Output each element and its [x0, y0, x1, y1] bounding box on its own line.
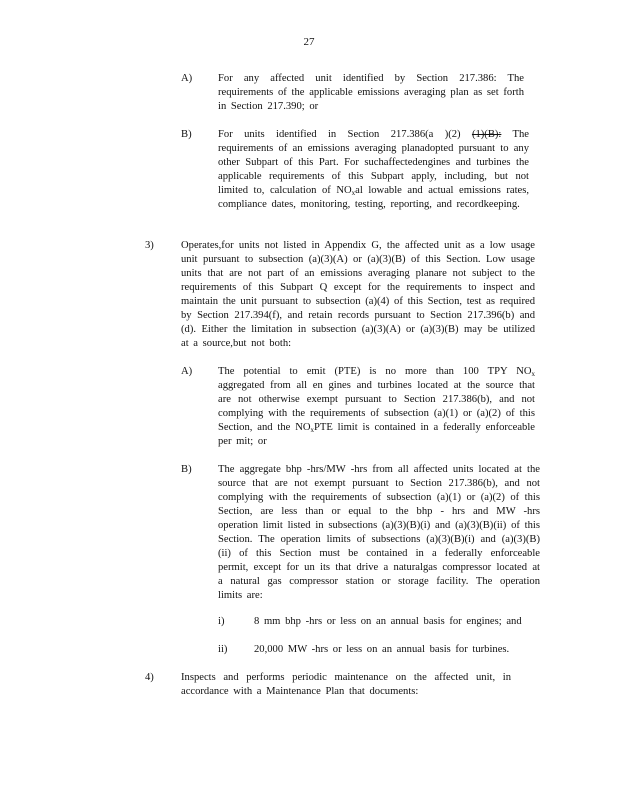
subscript: x	[351, 189, 356, 197]
item-text: Operates,for units not listed in Appendix G, the affected unit as a low usage unit pursuant to subsection (a)(3)(A) or (a)(3)(B) of this Section. Low usage units that are not part of an emissions averaging planare not subject to the requirements of this Subpart Q except for the requirements to inspect and maintain the unit pursuant to subsection (a)(4) of this Section, test as required by Section 217.394(f), and retain records pursuant to Section 217.396(b) and (d). Either the limitation in subsection (a)(3)(A) or (a)(3)(B) may be utilized at a source,but not both:	[181, 240, 535, 349]
item-text: For any affected unit identified by Section 217.386: The requirements of the applicable emissions averaging plan as set forth in Section 217.390; or	[218, 73, 524, 112]
text-segment: PTE limit is contained in a federally enforceable per mit; or	[218, 422, 535, 447]
text-segment: al lowable and actual emissions rates, compliance dates, monitoring, testing, reporting, and recordkeeping.	[218, 185, 530, 210]
item-label: B)	[181, 129, 192, 140]
page-number: 27	[303, 36, 315, 48]
item-text	[218, 128, 529, 212]
subscript: x	[531, 370, 535, 378]
item-label: A)	[181, 73, 193, 84]
item-text: The aggregate bhp -hrs/MW -hrs from all affected units located at the source that are not exempt pursuant to Section 217.386(b), and not complying with the requirements of subsection (a)(1) or (a)(2) of this Section, are less than or equal to the bhp - hrs and MW -hrs operation limit listed in subsections (a)(3)(B)(i) and (a)(3)(B)(ii) of this Section. The operation limits of subsections (a)(3)(B)(i) and (a)(3)(B)(ii) of this Section must be contained in a federally enforceable permit, except for un its that drive a naturalgas compressor located at a natural gas compressor station or storage facility. The operation limits are:	[218, 464, 540, 601]
subscript: x	[310, 426, 314, 434]
item-label: i)	[218, 616, 225, 627]
item-text: 8 mm bhp -hrs or less on an annual basis for engines; and	[254, 616, 522, 627]
item-text: Inspects and performs periodic maintenance on the affected unit, in accordance with a Maintenance Plan that documents:	[181, 672, 511, 697]
item-label: 3)	[145, 240, 154, 251]
item-text	[218, 365, 535, 449]
item-label: A)	[181, 366, 193, 377]
text-segment: For units identified in Section 217.386(a )(2)	[218, 129, 472, 140]
item-text: 20,000 MW -hrs or less on an annual basis for turbines.	[254, 644, 510, 655]
text-segment: The requirements of an emissions averaging planadopted pursuant to any other Subpart of this Part. For suchaffectedengines and turbines the applicable requirements of this Subpart apply, including, but not limited to, calculation of NO	[218, 129, 529, 196]
item-label: ii)	[218, 644, 228, 655]
text-segment: aggregated from all en gines and turbines located at the source that are not otherwise exempt pursuant to Section 217.386(b), and not complying with the requirements of subsection (a)(1) or (a)(2) of this Section, and the NO	[218, 380, 535, 433]
struck-text: (1)(B):	[471, 129, 502, 140]
text-segment: The potential to emit (PTE) is no more than 100 TPY NO	[218, 366, 532, 377]
item-label: B)	[181, 464, 192, 475]
item-label: 4)	[145, 672, 154, 683]
